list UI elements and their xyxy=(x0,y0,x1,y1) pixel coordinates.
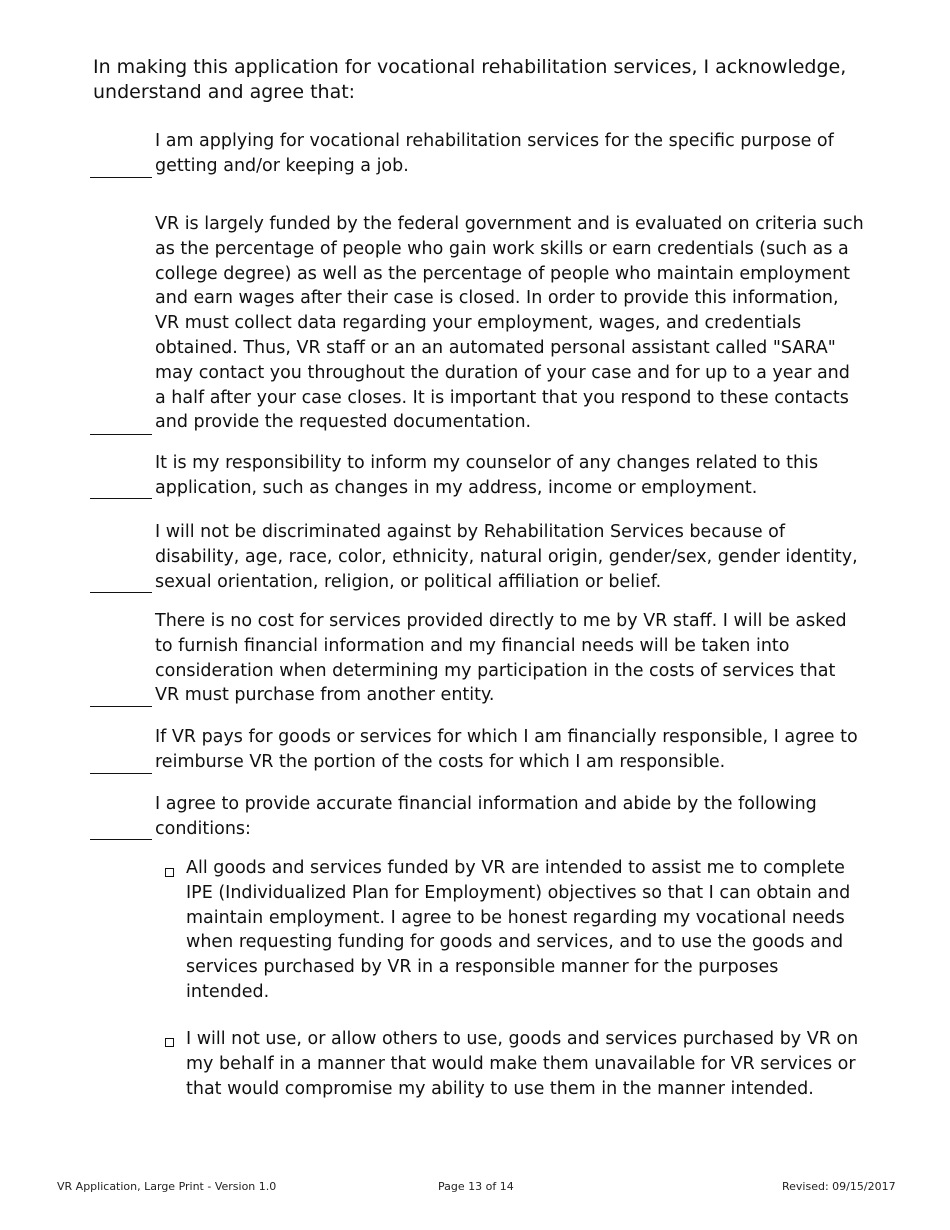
initials-blank-5[interactable] xyxy=(90,706,152,707)
checkbox-bullet-icon xyxy=(165,868,174,877)
footer-document-version: VR Application, Large Print - Version 1.0 xyxy=(57,1180,277,1193)
acknowledgement-item-5: There is no cost for services provided directly to me by VR staff. I will be asked to furnish financial information and my financial needs will be taken into consideration when determining my participation in the costs of services that VR must purchase from another entity. xyxy=(155,611,847,706)
acknowledgement-item-6: If VR pays for goods or services for which I am financially responsible, I agree to reimburse VR the portion of the costs for which I am responsible. xyxy=(155,727,858,772)
initials-blank-7[interactable] xyxy=(90,839,152,840)
acknowledgement-item-2: VR is largely funded by the federal government and is evaluated on criteria such as the percentage of people who gain work skills or earn credentials (such as a college degree) as well as the percentage of people who maintain employment and earn wages after their case is closed. In order to provide this information, VR must collect data regarding your employment, wages, and credentials obtained. Thus, VR staff or an an automated personal assistant called "SARA" may contact you throughout the duration of your case and for up to a year and a half after your case closes. It is important that you respond to these contacts and provide the requested documentation. xyxy=(155,214,864,433)
acknowledgement-item-7: I agree to provide accurate financial information and abide by the following conditions: xyxy=(155,794,817,839)
initials-blank-3[interactable] xyxy=(90,498,152,499)
acknowledgement-item-3: It is my responsibility to inform my counselor of any changes related to this application, such as changes in my address, income or employment. xyxy=(155,453,819,498)
initials-blank-6[interactable] xyxy=(90,773,152,774)
initials-blank-1[interactable] xyxy=(90,177,152,178)
intro-statement: In making this application for vocational rehabilitation services, I acknowledge, understand and agree that: xyxy=(93,56,847,103)
acknowledgement-item-1: I am applying for vocational rehabilitation services for the specific purpose of getting and/or keeping a job. xyxy=(155,131,834,176)
initials-blank-2[interactable] xyxy=(90,434,152,435)
condition-item-1: All goods and services funded by VR are intended to assist me to complete IPE (Individualized Plan for Employment) objectives so that I can obtain and maintain employment. I agree to be honest regarding my vocational needs when requesting funding for goods and services, and to use the goods and services purchased by VR in a responsible manner for the purposes intended. xyxy=(186,858,851,1002)
condition-item-2: I will not use, or allow others to use, goods and services purchased by VR on my behalf in a manner that would make them unavailable for VR services or that would compromise my ability to use them in the manner intended. xyxy=(186,1029,859,1099)
checkbox-bullet-icon xyxy=(165,1038,174,1047)
acknowledgement-item-4: I will not be discriminated against by Rehabilitation Services because of disability, age, race, color, ethnicity, natural origin, gender/sex, gender identity, sexual orientation, religion, or political affiliation or belief. xyxy=(155,522,858,592)
footer-page-number: Page 13 of 14 xyxy=(438,1180,514,1193)
initials-blank-4[interactable] xyxy=(90,592,152,593)
footer-revised-date: Revised: 09/15/2017 xyxy=(782,1180,896,1193)
